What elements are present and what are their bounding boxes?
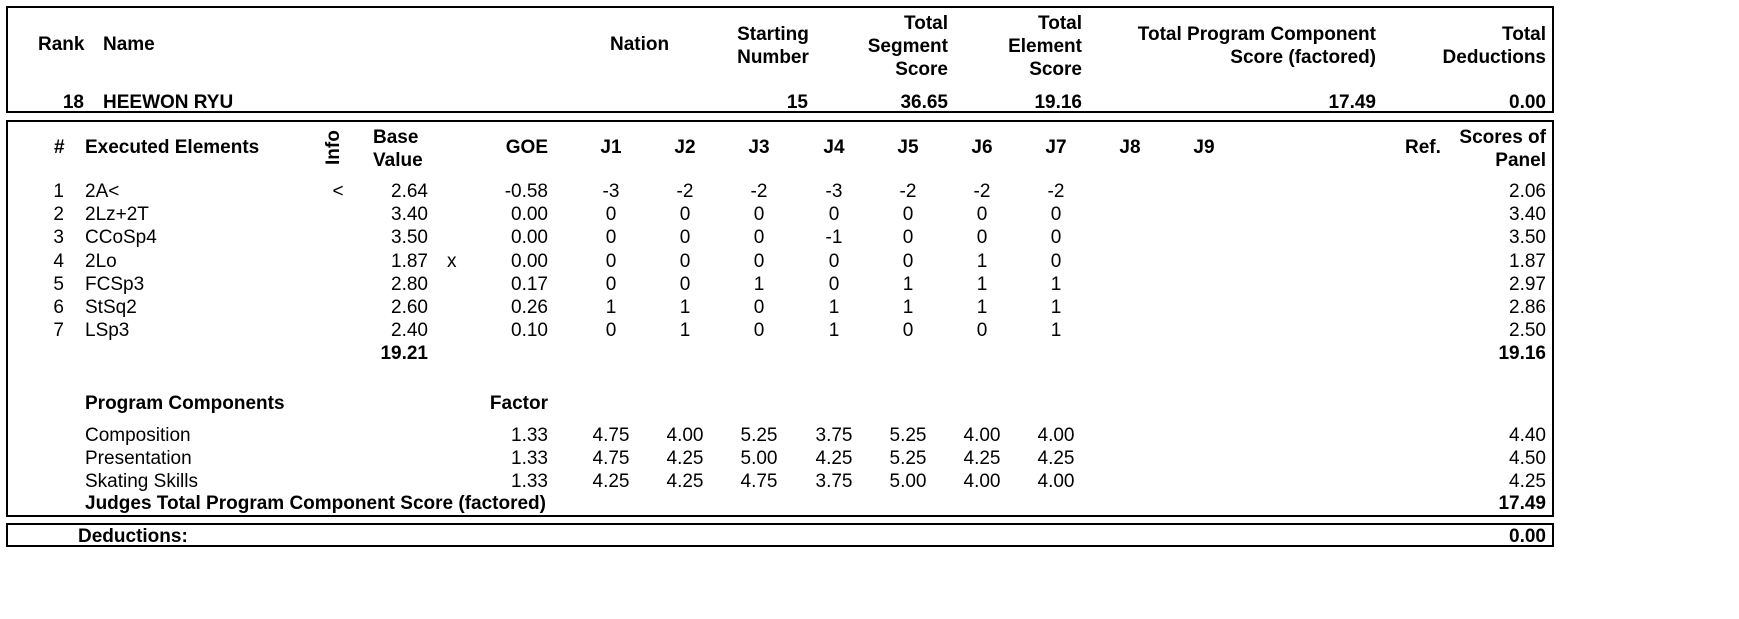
program-components-header: Program Components xyxy=(85,393,285,414)
element-judge-score: 1 xyxy=(976,297,988,318)
element-goe: 0.10 xyxy=(511,320,548,342)
element-goe: 0.00 xyxy=(511,204,548,226)
judge-header-j6: J6 xyxy=(971,137,993,158)
factor-header: Factor xyxy=(489,393,548,414)
tes-label-line-3: Score xyxy=(1029,59,1082,80)
element-judge-score: 0 xyxy=(753,250,765,272)
name-label: Name xyxy=(103,34,155,55)
element-judge-score: 1 xyxy=(679,297,691,318)
component-name: Composition xyxy=(85,425,191,446)
component-judge-score: 3.75 xyxy=(815,471,853,493)
element-judge-score: -3 xyxy=(825,181,843,202)
judge-header-j2: J2 xyxy=(674,137,696,158)
rank-label: Rank xyxy=(38,34,85,55)
element-judge-score: -1 xyxy=(825,227,843,249)
element-number-header: # xyxy=(54,137,65,158)
element-panel-score: 2.06 xyxy=(1509,181,1546,202)
component-panel-score: 4.50 xyxy=(1509,448,1546,470)
element-judge-score: 0 xyxy=(976,204,988,226)
element-goe: 0.00 xyxy=(511,227,548,249)
total-pcs-label xyxy=(1110,23,1376,69)
tes-label-line-1: Total xyxy=(1038,13,1082,34)
pcs-label-line-1: Total Program Component xyxy=(1137,24,1376,45)
element-judge-score: 0 xyxy=(605,320,617,342)
nation-label: Nation xyxy=(610,34,670,55)
tss-label-line-1: Total xyxy=(904,13,948,34)
element-number: 1 xyxy=(53,181,64,202)
total-pcs-value: 17.49 xyxy=(1328,92,1376,113)
element-bonus-marker: x xyxy=(447,250,457,272)
element-panel-score: 2.97 xyxy=(1509,273,1546,295)
element-base-value: 1.87 xyxy=(391,250,428,272)
component-judge-score: 4.25 xyxy=(1037,448,1075,470)
total-element-score-value: 19.16 xyxy=(1034,92,1082,113)
component-judge-score: 3.75 xyxy=(815,425,853,446)
element-info: < xyxy=(332,181,344,202)
element-panel-score: 1.87 xyxy=(1509,250,1546,272)
total-element-score-label xyxy=(980,12,1082,81)
element-judge-score: 0 xyxy=(902,227,914,249)
component-factor: 1.33 xyxy=(511,471,548,493)
starting-number-value: 15 xyxy=(786,92,808,113)
pcs-label-line-2: Score (factored) xyxy=(1230,47,1376,68)
element-name: CCoSp4 xyxy=(85,227,157,249)
element-judge-score: 0 xyxy=(828,204,840,226)
element-panel-score: 2.50 xyxy=(1509,320,1546,342)
scores-of-panel-header xyxy=(1440,126,1546,172)
element-name: StSq2 xyxy=(85,297,137,318)
total-segment-score-label xyxy=(840,12,948,81)
judge-header-j7: J7 xyxy=(1045,137,1067,158)
element-goe: 0.26 xyxy=(511,297,548,318)
judge-header-j1: J1 xyxy=(600,137,622,158)
element-judge-score: 0 xyxy=(753,320,765,342)
element-judge-score: 1 xyxy=(1050,297,1062,318)
executed-elements-header: Executed Elements xyxy=(85,137,260,158)
element-panel-score: 3.50 xyxy=(1509,227,1546,249)
judge-header-j4: J4 xyxy=(823,137,845,158)
element-name: 2Lz+2T xyxy=(85,204,149,226)
element-judge-score: 0 xyxy=(976,227,988,249)
base-value-header xyxy=(373,126,423,172)
components-total-label: Judges Total Program Component Score (factored) xyxy=(85,493,546,514)
deductions-label: Deductions: xyxy=(78,526,188,547)
component-judge-score: 4.25 xyxy=(592,471,630,493)
element-panel-score: 3.40 xyxy=(1509,204,1546,226)
element-judge-score: 0 xyxy=(1050,227,1062,249)
element-judge-score: 0 xyxy=(753,297,765,318)
element-judge-score: 0 xyxy=(679,273,691,295)
total-segment-score-value: 36.65 xyxy=(900,92,948,113)
element-base-value: 2.80 xyxy=(391,273,428,295)
element-base-value: 3.50 xyxy=(391,227,428,249)
component-judge-score: 4.25 xyxy=(666,471,704,493)
element-judge-score: 1 xyxy=(1050,320,1062,342)
element-judge-score: 1 xyxy=(679,320,691,342)
total-deductions-label xyxy=(1420,23,1546,69)
element-judge-score: 0 xyxy=(976,320,988,342)
tes-label-line-2: Element xyxy=(1008,36,1082,57)
element-judge-score: 0 xyxy=(828,273,840,295)
element-goe: 0.17 xyxy=(511,273,548,295)
element-judge-score: 1 xyxy=(976,273,988,295)
element-judge-score: 1 xyxy=(828,320,840,342)
component-judge-score: 5.25 xyxy=(740,425,778,446)
element-number: 3 xyxy=(53,227,64,249)
skater-name: HEEWON RYU xyxy=(103,92,234,113)
element-goe: 0.00 xyxy=(511,250,548,272)
element-judge-score: 0 xyxy=(605,227,617,249)
starting-number-label xyxy=(728,23,818,69)
component-factor: 1.33 xyxy=(511,448,548,470)
base-header-line-1: Base xyxy=(373,127,419,148)
component-judge-score: 5.00 xyxy=(740,448,778,470)
element-judge-score: -2 xyxy=(899,181,917,202)
judge-header-j9: J9 xyxy=(1193,137,1215,158)
total-deductions-value: 0.00 xyxy=(1509,92,1546,113)
component-judge-score: 5.00 xyxy=(889,471,927,493)
tss-label-line-3: Score xyxy=(895,59,948,80)
component-name: Presentation xyxy=(85,448,192,470)
element-judge-score: 1 xyxy=(605,297,617,318)
deductions-value: 0.00 xyxy=(1509,526,1546,547)
rank-value: 18 xyxy=(62,92,84,113)
element-judge-score: -2 xyxy=(750,181,768,202)
element-judge-score: 0 xyxy=(902,250,914,272)
scores-header-line-2: Panel xyxy=(1495,150,1546,171)
component-judge-score: 4.00 xyxy=(1037,425,1075,446)
element-number: 6 xyxy=(53,297,64,318)
component-judge-score: 4.00 xyxy=(666,425,704,446)
judge-header-j5: J5 xyxy=(897,137,919,158)
element-panel-score: 2.86 xyxy=(1509,297,1546,318)
element-name: 2Lo xyxy=(85,250,117,272)
tss-label-line-2: Segment xyxy=(867,36,948,57)
starting-label-line-2: Number xyxy=(737,47,809,68)
element-base-value: 2.40 xyxy=(391,320,428,342)
element-judge-score: 0 xyxy=(679,250,691,272)
element-judge-score: -2 xyxy=(1047,181,1065,202)
element-base-value: 2.64 xyxy=(391,181,428,202)
component-judge-score: 5.25 xyxy=(889,425,927,446)
judge-header-j8: J8 xyxy=(1119,137,1141,158)
component-panel-score: 4.40 xyxy=(1509,425,1546,446)
element-judge-score: 1 xyxy=(902,273,914,295)
component-factor: 1.33 xyxy=(511,425,548,446)
component-judge-score: 4.25 xyxy=(666,448,704,470)
element-judge-score: 0 xyxy=(605,204,617,226)
base-header-line-2: Value xyxy=(373,150,423,171)
element-base-value: 3.40 xyxy=(391,204,428,226)
element-judge-score: 1 xyxy=(1050,273,1062,295)
element-judge-score: 0 xyxy=(753,204,765,226)
element-goe: -0.58 xyxy=(504,181,548,202)
element-number: 2 xyxy=(53,204,64,226)
elements-total-base: 19.21 xyxy=(380,343,428,364)
scores-header-line-1: Scores of xyxy=(1459,127,1546,148)
element-judge-score: 0 xyxy=(753,227,765,249)
element-judge-score: 1 xyxy=(828,297,840,318)
element-judge-score: 0 xyxy=(605,250,617,272)
element-judge-score: 0 xyxy=(828,250,840,272)
info-header: Info xyxy=(323,130,344,165)
elements-total-score: 19.16 xyxy=(1498,343,1546,364)
element-judge-score: 1 xyxy=(753,273,765,295)
component-judge-score: 4.75 xyxy=(592,448,630,470)
goe-header: GOE xyxy=(505,137,548,158)
element-judge-score: 1 xyxy=(902,297,914,318)
element-name: FCSp3 xyxy=(85,273,145,295)
component-judge-score: 4.00 xyxy=(963,425,1001,446)
component-panel-score: 4.25 xyxy=(1509,471,1546,493)
element-judge-score: -2 xyxy=(973,181,991,202)
element-judge-score: 0 xyxy=(605,273,617,295)
element-judge-score: -3 xyxy=(602,181,620,202)
component-judge-score: 4.25 xyxy=(815,448,853,470)
element-name: LSp3 xyxy=(85,320,130,342)
element-judge-score: 0 xyxy=(679,204,691,226)
element-number: 4 xyxy=(53,250,64,272)
deductions-box xyxy=(6,523,1554,547)
ref-header: Ref. xyxy=(1405,137,1441,158)
component-judge-score: 4.75 xyxy=(740,471,778,493)
component-judge-score: 4.00 xyxy=(1037,471,1075,493)
component-judge-score: 4.25 xyxy=(963,448,1001,470)
element-judge-score: 0 xyxy=(902,320,914,342)
element-judge-score: 0 xyxy=(902,204,914,226)
components-total-value: 17.49 xyxy=(1498,493,1546,514)
element-judge-score: -2 xyxy=(676,181,694,202)
starting-label-line-1: Starting xyxy=(737,24,809,45)
component-judge-score: 4.00 xyxy=(963,471,1001,493)
element-name: 2A< xyxy=(85,181,120,202)
ded-label-line-1: Total xyxy=(1502,24,1546,45)
element-judge-score: 0 xyxy=(679,227,691,249)
element-judge-score: 0 xyxy=(1050,204,1062,226)
component-judge-score: 5.25 xyxy=(889,448,927,470)
judge-header-j3: J3 xyxy=(748,137,770,158)
element-number: 7 xyxy=(53,320,64,342)
ded-label-line-2: Deductions xyxy=(1442,47,1546,68)
element-judge-score: 0 xyxy=(1050,250,1062,272)
element-judge-score: 1 xyxy=(976,250,988,272)
element-number: 5 xyxy=(53,273,64,295)
component-name: Skating Skills xyxy=(85,471,198,493)
element-base-value: 2.60 xyxy=(391,297,428,318)
component-judge-score: 4.75 xyxy=(592,425,630,446)
